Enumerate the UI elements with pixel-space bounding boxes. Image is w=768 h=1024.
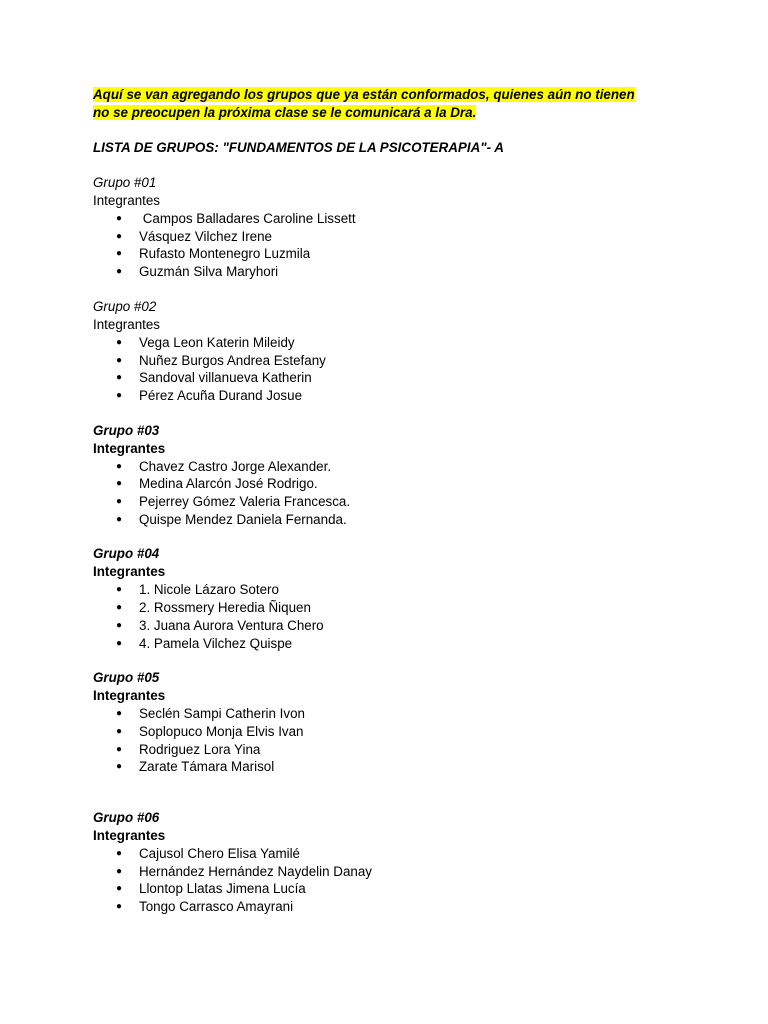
- bullet-icon: ●: [116, 848, 123, 860]
- bullet-icon: ●: [116, 460, 123, 472]
- bullet-icon: ●: [116, 865, 123, 877]
- member-name: Zarate Támara Marisol: [139, 759, 275, 775]
- member-item: [93, 617, 693, 635]
- member-list: [93, 210, 693, 281]
- member-item: [93, 581, 693, 599]
- group-05: [93, 669, 693, 776]
- member-name: Pejerrey Gómez Valeria Francesca.: [139, 494, 351, 510]
- group-01: [93, 174, 693, 281]
- member-name: Soplopuco Monja Elvis Ivan: [139, 723, 304, 739]
- member-name: Hernández Hernández Naydelin Danay: [139, 863, 372, 879]
- bullet-icon: ●: [116, 248, 123, 260]
- member-item: [93, 758, 693, 776]
- bullet-icon: ●: [116, 266, 123, 278]
- bullet-icon: ●: [116, 901, 123, 913]
- member-item: [93, 334, 693, 352]
- member-item: [93, 898, 693, 916]
- member-item: [93, 263, 693, 281]
- bullet-icon: ●: [116, 602, 123, 614]
- member-name: Quispe Mendez Daniela Fernanda.: [139, 511, 347, 527]
- member-item: [93, 245, 693, 263]
- member-item: [93, 705, 693, 723]
- member-name: Nuñez Burgos Andrea Estefany: [139, 352, 326, 368]
- bullet-icon: ●: [116, 743, 123, 755]
- notice-paragraph: [93, 86, 693, 122]
- member-name: Chavez Castro Jorge Alexander.: [139, 458, 332, 474]
- group-title: Grupo #03: [93, 422, 160, 438]
- member-item: [93, 387, 693, 405]
- group-subtitle: Integrantes: [93, 316, 160, 332]
- bullet-icon: ●: [116, 883, 123, 895]
- notice-line-1: Aquí se van agregando los grupos que ya están conformados, quienes aún no tienen: [93, 87, 635, 102]
- member-list: [93, 845, 693, 916]
- bullet-icon: ●: [116, 336, 123, 348]
- bullet-icon: ●: [116, 708, 123, 720]
- member-item: [93, 210, 693, 228]
- bullet-icon: ●: [116, 496, 123, 508]
- group-04: [93, 545, 693, 652]
- member-name: Vega Leon Katerin Mileidy: [139, 334, 295, 350]
- member-name: Vásquez Vilchez Irene: [139, 228, 272, 244]
- group-title: Grupo #01: [93, 175, 157, 190]
- bullet-icon: ●: [116, 513, 123, 525]
- group-subtitle: Integrantes: [93, 440, 166, 456]
- group-subtitle: Integrantes: [93, 193, 160, 208]
- group-06: [93, 809, 693, 916]
- member-name: Medina Alarcón José Rodrigo.: [139, 476, 318, 492]
- member-item: [93, 741, 693, 759]
- member-name: Guzmán Silva Maryhori: [139, 264, 279, 280]
- bullet-icon: ●: [116, 372, 123, 384]
- member-item: [93, 723, 693, 741]
- member-list: [93, 705, 693, 776]
- bullet-icon: ●: [116, 637, 123, 649]
- member-name: Rufasto Montenegro Luzmila: [139, 246, 311, 262]
- member-list: [93, 334, 693, 405]
- group-title: Grupo #06: [93, 810, 160, 826]
- member-item: [93, 511, 693, 529]
- member-item: [93, 228, 693, 246]
- bullet-icon: ●: [116, 761, 123, 773]
- document-page: [93, 86, 693, 916]
- notice-line-2: no se preocupen la próxima clase se le comunicará a la Dra.: [93, 105, 477, 120]
- member-name: Llontop Llatas Jimena Lucía: [139, 881, 306, 897]
- member-name: Tongo Carrasco Amayrani: [139, 899, 294, 915]
- member-item: [93, 369, 693, 387]
- member-item: [93, 475, 693, 493]
- member-name: Cajusol Chero Elisa Yamilé: [139, 846, 301, 862]
- bullet-icon: ●: [116, 619, 123, 631]
- member-item: [93, 493, 693, 511]
- group-subtitle: Integrantes: [93, 688, 166, 704]
- list-title: LISTA DE GRUPOS: "FUNDAMENTOS DE LA PSICOTERAPIA"- A: [93, 140, 504, 155]
- group-02: [93, 298, 693, 405]
- member-name: 2. Rossmery Heredia Ñiquen: [139, 600, 311, 616]
- member-name: Campos Balladares Caroline Lissett: [139, 211, 356, 226]
- bullet-icon: ●: [116, 725, 123, 737]
- member-item: [93, 635, 693, 653]
- member-name: Sandoval villanueva Katherin: [139, 370, 312, 386]
- bullet-icon: ●: [116, 478, 123, 490]
- bullet-icon: ●: [116, 354, 123, 366]
- member-item: [93, 352, 693, 370]
- group-subtitle: Integrantes: [93, 564, 166, 580]
- group-title: Grupo #04: [93, 546, 160, 562]
- group-03: [93, 422, 693, 529]
- member-list: [93, 458, 693, 529]
- member-name: 3. Juana Aurora Ventura Chero: [139, 617, 324, 633]
- member-name: Rodriguez Lora Yina: [139, 741, 261, 757]
- member-list: [93, 581, 693, 652]
- group-title: Grupo #05: [93, 670, 160, 686]
- member-name: Pérez Acuña Durand Josue: [139, 387, 303, 403]
- bullet-icon: ●: [116, 389, 123, 401]
- member-item: [93, 845, 693, 863]
- bullet-icon: ●: [116, 213, 123, 224]
- group-subtitle: Integrantes: [93, 828, 166, 844]
- member-name: 1. Nicole Lázaro Sotero: [139, 582, 279, 598]
- member-item: [93, 880, 693, 898]
- bullet-icon: ●: [116, 230, 123, 242]
- group-title: Grupo #02: [93, 298, 157, 314]
- member-item: [93, 458, 693, 476]
- member-name: Seclén Sampi Catherin Ivon: [139, 706, 305, 722]
- member-item: [93, 863, 693, 881]
- member-name: 4. Pamela Vilchez Quispe: [139, 635, 293, 651]
- bullet-icon: ●: [116, 584, 123, 596]
- member-item: [93, 599, 693, 617]
